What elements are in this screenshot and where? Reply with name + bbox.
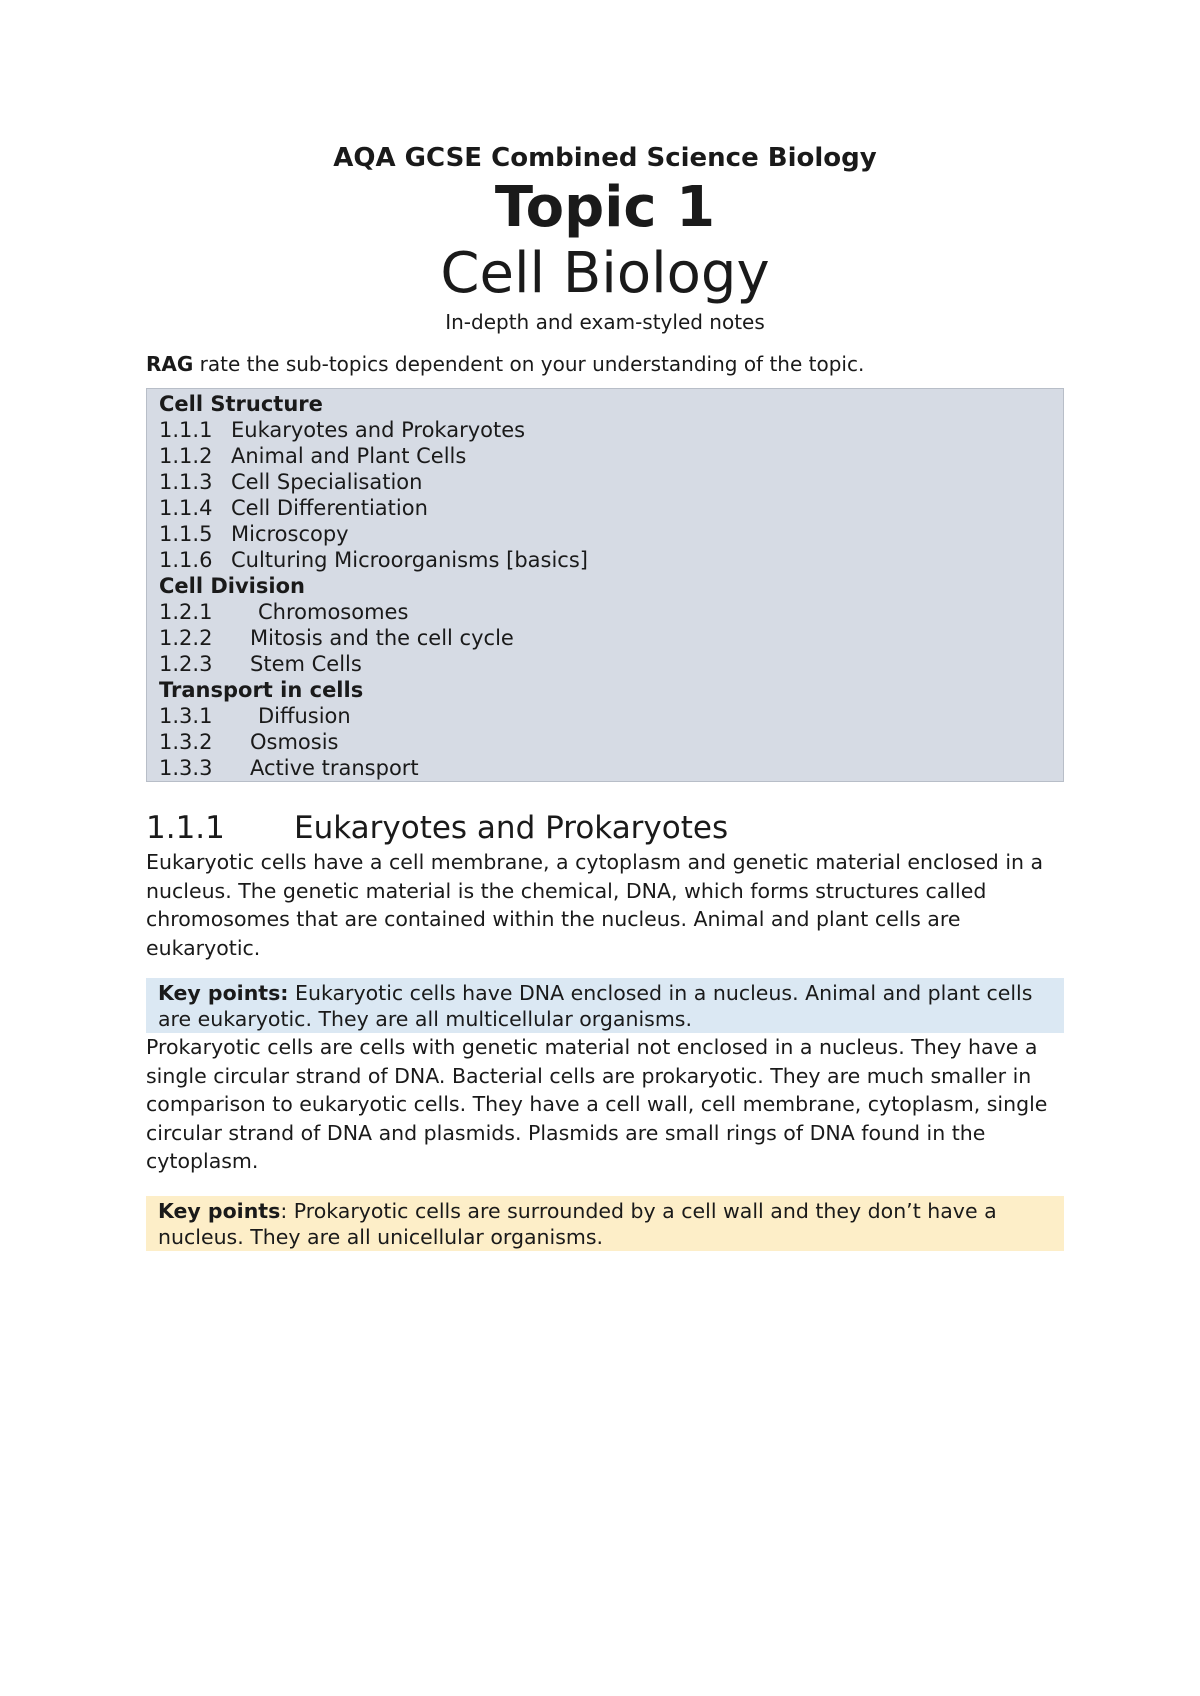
item-label: Microscopy: [231, 522, 349, 546]
document-page: [146, 140, 1064, 1251]
item-label: Active transport: [250, 756, 419, 780]
item-number: 1.2.3: [159, 652, 213, 676]
group-title: Cell Division: [159, 574, 305, 598]
item-label: Cell Differentiation: [231, 496, 428, 520]
contents-item: [159, 495, 1051, 521]
contents-item: [159, 703, 1051, 729]
title-block: [146, 140, 1064, 336]
contents-item: [159, 521, 1051, 547]
item-number: 1.1.2: [159, 444, 213, 468]
key-points-label: Key points:: [158, 981, 289, 1005]
item-label: Eukaryotes and Prokaryotes: [231, 418, 526, 442]
item-number: 1.2.2: [159, 626, 213, 650]
contents-item: [159, 417, 1051, 443]
contents-item: [159, 469, 1051, 495]
contents-group-cell-division: [159, 573, 1051, 677]
contents-item: [159, 625, 1051, 651]
group-title: Transport in cells: [159, 678, 364, 702]
key-points-prokaryotes: [146, 1196, 1064, 1251]
key-points-label: Key points: [158, 1198, 281, 1223]
item-label: Culturing Microorganisms [basics]: [231, 548, 588, 572]
contents-item: [159, 755, 1051, 781]
paragraph-eukaryotes: Eukaryotic cells have a cell membrane, a cytoplasm and genetic material enclosed in a nucleus. The genetic material is the chemical, DNA, which forms structures called chromosomes that are contained within the nucleus. Animal and plant cells are eukaryotic.: [146, 850, 1044, 960]
section-number: 1.1.1: [146, 810, 225, 846]
rag-text: rate the sub-topics dependent on your understanding of the topic.: [193, 352, 865, 376]
course-title: AQA GCSE Combined Science Biology: [333, 143, 877, 173]
item-label: Cell Specialisation: [231, 470, 423, 494]
item-number: 1.3.2: [159, 730, 213, 754]
item-label: Stem Cells: [250, 652, 362, 676]
item-number: 1.1.5: [159, 522, 213, 546]
item-number: 1.2.1: [159, 600, 213, 624]
section-heading: [146, 808, 1064, 848]
contents-table: [146, 388, 1064, 782]
rag-instruction: [146, 350, 1064, 378]
item-label: Osmosis: [250, 730, 339, 754]
item-number: 1.3.3: [159, 756, 213, 780]
item-label: Mitosis and the cell cycle: [250, 626, 514, 650]
item-number: 1.1.3: [159, 470, 213, 494]
item-label: Diffusion: [258, 704, 351, 728]
contents-group-cell-structure: [159, 391, 1051, 573]
item-label: Chromosomes: [258, 600, 409, 624]
group-title: Cell Structure: [159, 392, 323, 416]
rag-bold: RAG: [146, 352, 194, 376]
item-number: 1.1.1: [159, 418, 213, 442]
item-label: Animal and Plant Cells: [231, 444, 467, 468]
item-number: 1.3.1: [159, 704, 213, 728]
topic-title: Topic 1: [494, 175, 716, 240]
key-points-eukaryotes: [146, 978, 1064, 1033]
item-number: 1.1.6: [159, 548, 213, 572]
subtitle: In-depth and exam-styled notes: [445, 310, 765, 334]
key-points-text: Eukaryotic cells have DNA enclosed in a nucleus. Animal and plant cells are eukaryotic. They are all multicellular organisms.: [158, 981, 1033, 1031]
contents-item: [159, 729, 1051, 755]
paragraph-prokaryotes: Prokaryotic cells are cells with genetic material not enclosed in a nucleus. They have a single circular strand of DNA. Bacterial cells are prokaryotic. They are much smaller in comparison to eukaryotic cells. They have a cell wall, cell membrane, cytoplasm, single circular strand of DNA and plasmids. Plasmids are small rings of DNA found in the cytoplasm.: [146, 1035, 1048, 1173]
section-title: Eukaryotes and Prokaryotes: [294, 810, 729, 846]
contents-item: [159, 599, 1051, 625]
item-number: 1.1.4: [159, 496, 213, 520]
contents-item: [159, 651, 1051, 677]
contents-group-transport: [159, 677, 1051, 781]
key-points-text: : Prokaryotic cells are surrounded by a cell wall and they don’t have a nucleus. They are all unicellular organisms.: [158, 1198, 997, 1249]
contents-item: [159, 547, 1051, 573]
unit-title: Cell Biology: [440, 241, 770, 306]
contents-item: [159, 443, 1051, 469]
